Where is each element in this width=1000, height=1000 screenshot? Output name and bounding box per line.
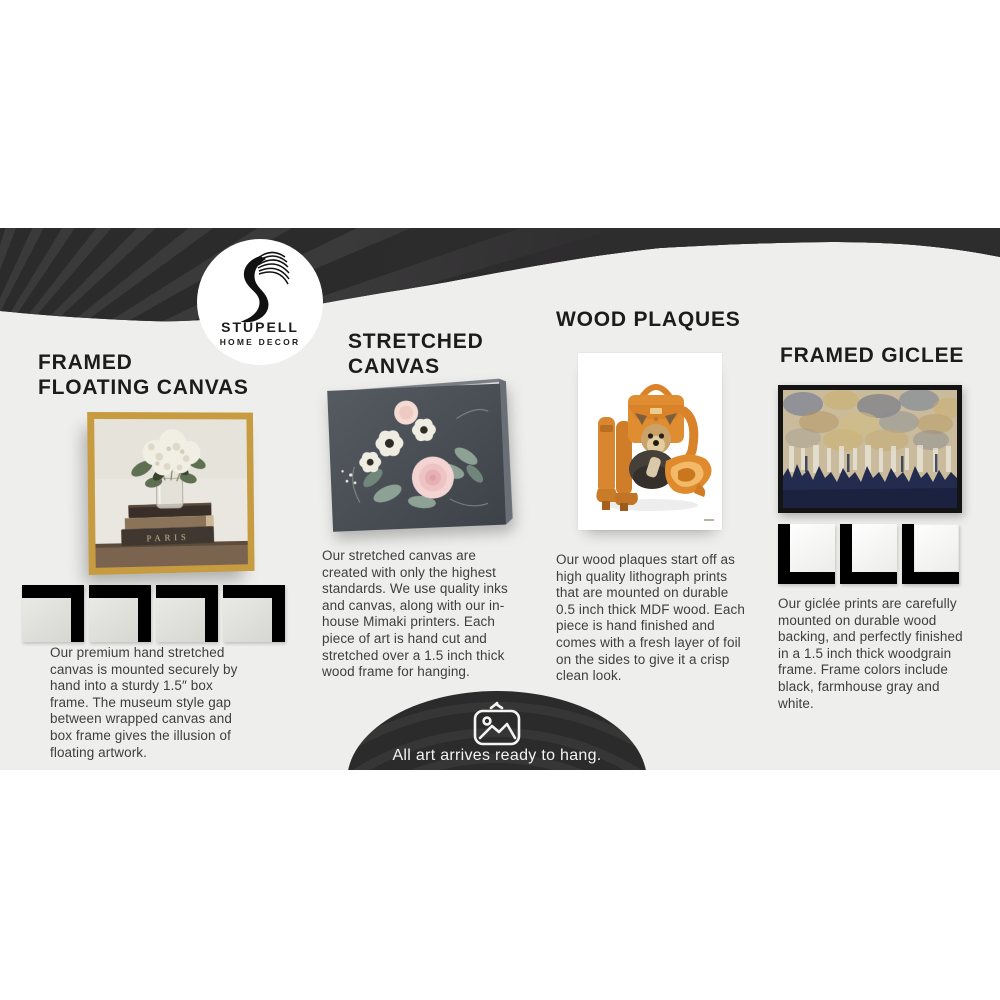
framed-picture-icon	[471, 701, 523, 747]
floating-canvas-description: Our premium hand stretched canvas is mounted securely by hand into a sturdy 1.5″ box frame. The museum style gap between wrapped canvas and box frame gives the illusion of floating artwork.	[50, 645, 238, 760]
wood-plaques-description: Our wood plaques start off as high quality lithograph prints that are mounted on durable 0.5 inch thick MDF wood. Each piece is hand finished and comes with a fresh layer of foil on the sides to give it a crisp clean look.	[556, 552, 745, 684]
title-framed-giclee	[780, 343, 964, 368]
title-line: FLOATING CANVAS	[38, 376, 249, 399]
swatch-pewter	[89, 585, 151, 642]
swatch-black	[778, 524, 835, 584]
swatch-black	[156, 585, 218, 642]
wood-plaque-product-image	[578, 353, 722, 530]
swatch-white	[902, 524, 959, 584]
swatch-walnut	[223, 585, 285, 642]
dark-floral-canvas-art	[325, 376, 519, 536]
badge-message: All art arrives ready to hang.	[392, 747, 602, 764]
giclee-frame-swatches	[778, 524, 959, 584]
content-band	[0, 228, 1000, 770]
ready-to-hang-badge	[347, 691, 647, 770]
title-line: FRAMED	[38, 351, 133, 374]
stupell-s-icon	[197, 239, 323, 365]
title-stretched-canvas	[348, 329, 484, 379]
floral-still-life-art	[94, 419, 248, 568]
framed-giclee-description: Our giclée prints are carefully mounted on durable wood backing, and perfectly finished in a 1.5 inch thick woodgrain frame. Frame colors include black, farmhouse gray and white.	[778, 596, 963, 711]
framed-giclee-product-image	[778, 385, 962, 513]
paris-book-label: PARIS	[146, 531, 190, 544]
title-line: STRETCHED	[348, 330, 484, 353]
title-line: CANVAS	[348, 355, 440, 378]
floating-frame-swatches	[22, 585, 285, 642]
brand-tagline: HOME DECOR	[219, 337, 301, 347]
dog-and-bag-art	[578, 353, 722, 530]
brand-logo	[197, 239, 323, 365]
stretched-canvas-description: Our stretched canvas are created with only the highest standards. We use quality inks and canvas, along with our in-house Mimaki printers. Each piece of art is hand cut and stretched over a 1.5 inch thick wood frame for hanging.	[322, 548, 508, 680]
title-wood-plaques	[556, 307, 741, 332]
title-framed-floating-canvas	[38, 350, 249, 400]
floating-canvas-product-image	[87, 412, 254, 575]
stretched-canvas-product-image	[325, 376, 519, 536]
top-wave-stripes	[0, 228, 1000, 328]
brand-name: STUPELL	[221, 319, 299, 335]
abstract-giclee-art	[783, 390, 957, 508]
title-line: WOOD PLAQUES	[556, 308, 741, 331]
title-line: FRAMED GICLEE	[780, 344, 965, 367]
swatch-gold	[22, 585, 84, 642]
swatch-farmhouse-gray	[840, 524, 897, 584]
